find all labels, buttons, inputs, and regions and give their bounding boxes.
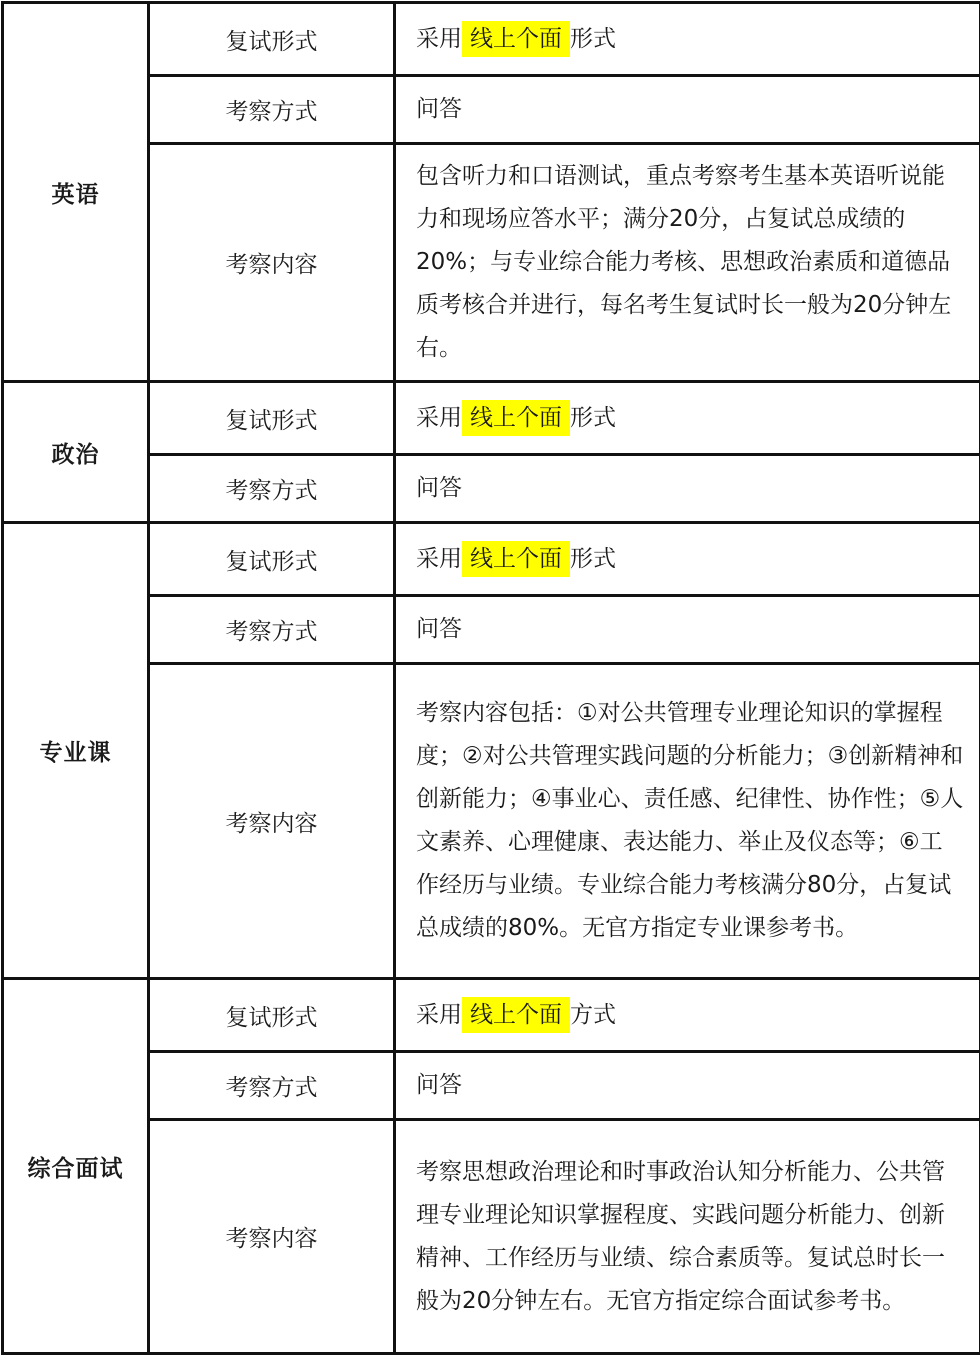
value-prefix: 采用 xyxy=(416,26,462,52)
item-value xyxy=(395,382,980,455)
table-row xyxy=(3,664,980,979)
item-label: 考察方式 xyxy=(149,596,395,664)
table-row xyxy=(3,3,980,76)
item-value xyxy=(395,3,980,76)
subject-cell-politics: 政治 xyxy=(3,382,149,523)
item-label: 考察内容 xyxy=(149,144,395,382)
item-label: 考察内容 xyxy=(149,664,395,979)
table-row xyxy=(3,76,980,144)
item-value: 问答 xyxy=(395,596,980,664)
retest-info-table xyxy=(1,1,980,1355)
highlighted-text: 线上个面 xyxy=(462,400,570,436)
subject-cell-interview: 综合面试 xyxy=(3,979,149,1354)
table-row xyxy=(3,596,980,664)
table-row xyxy=(3,979,980,1052)
table-row xyxy=(3,455,980,523)
item-value xyxy=(395,523,980,596)
item-value: 考察思想政治理论和时事政治认知分析能力、公共管理专业理论知识掌握程度、实践问题分析能力、创新精神、工作经历与业绩、综合素质等。复试总时长一般为20分钟左右。无官方指定综合面试参考书。 xyxy=(395,1120,980,1354)
item-label: 考察方式 xyxy=(149,1052,395,1120)
item-label: 复试形式 xyxy=(149,523,395,596)
item-value: 问答 xyxy=(395,76,980,144)
value-prefix: 采用 xyxy=(416,1002,462,1028)
item-value: 问答 xyxy=(395,1052,980,1120)
value-prefix: 采用 xyxy=(416,405,462,431)
highlighted-text: 线上个面 xyxy=(462,21,570,57)
value-suffix: 形式 xyxy=(570,405,616,431)
item-value: 包含听力和口语测试，重点考察考生基本英语听说能力和现场应答水平；满分20分，占复试总成绩的20%；与专业综合能力考核、思想政治素质和道德品质考核合并进行，每名考生复试时长一般为20分钟左右。 xyxy=(395,144,980,382)
highlighted-text: 线上个面 xyxy=(462,541,570,577)
table-row xyxy=(3,1052,980,1120)
item-label: 考察方式 xyxy=(149,76,395,144)
table-row xyxy=(3,382,980,455)
value-prefix: 采用 xyxy=(416,546,462,572)
value-suffix: 方式 xyxy=(570,1002,616,1028)
item-label: 复试形式 xyxy=(149,979,395,1052)
item-label: 复试形式 xyxy=(149,382,395,455)
item-label: 考察方式 xyxy=(149,455,395,523)
value-suffix: 形式 xyxy=(570,546,616,572)
item-label: 复试形式 xyxy=(149,3,395,76)
item-value: 考察内容包括：①对公共管理专业理论知识的掌握程度；②对公共管理实践问题的分析能力；③创新精神和创新能力；④事业心、责任感、纪律性、协作性；⑤人文素养、心理健康、表达能力、举止及仪态等；⑥工作经历与业绩。专业综合能力考核满分80分，占复试总成绩的80%。无官方指定专业课参考书。 xyxy=(395,664,980,979)
subject-cell-major: 专业课 xyxy=(3,523,149,979)
highlighted-text: 线上个面 xyxy=(462,997,570,1033)
table-row xyxy=(3,523,980,596)
table-row xyxy=(3,1120,980,1354)
value-suffix: 形式 xyxy=(570,26,616,52)
table-row xyxy=(3,144,980,382)
item-label: 考察内容 xyxy=(149,1120,395,1354)
subject-cell-english: 英语 xyxy=(3,3,149,382)
item-value: 问答 xyxy=(395,455,980,523)
item-value xyxy=(395,979,980,1052)
